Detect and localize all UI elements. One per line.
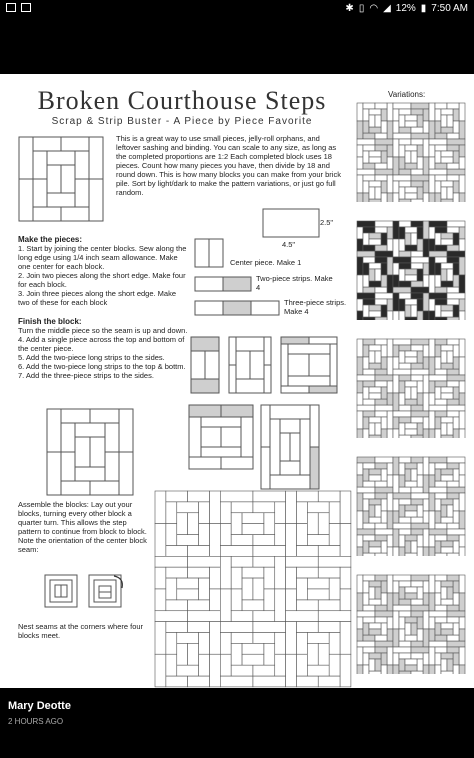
vibrate-icon: ▯: [358, 3, 365, 14]
post-footer: [0, 688, 474, 758]
block-diagram: [260, 404, 320, 490]
step-item: 2. Join two pieces along the short edge. Make four for each block.: [18, 271, 186, 289]
block-diagram: [18, 136, 104, 222]
quilt-layout-diagram: [154, 490, 352, 688]
dimension-diagram: [262, 208, 322, 242]
signal-icon: ◢: [383, 3, 391, 14]
status-bar: [0, 0, 474, 18]
finish-block-heading: Finish the block:: [18, 317, 82, 326]
assembly-step-diagram: [228, 336, 272, 394]
bluetooth-icon: ✱: [345, 3, 354, 14]
pattern-title: Broken Courthouse Steps: [37, 86, 327, 115]
block-diagram: [188, 404, 254, 470]
battery-icon: ▮: [420, 3, 427, 14]
step-item: 4. Add a single piece across the top and bottom of the center piece.: [18, 335, 185, 353]
make-pieces-steps: [18, 244, 188, 307]
image-icon: [6, 3, 16, 12]
step-item: 5. Add the two-piece long strips to the sides.: [18, 353, 165, 362]
two-piece-label: Two-piece strips. Make 4: [256, 274, 333, 292]
make-pieces-heading: Make the pieces:: [18, 235, 83, 244]
three-piece-strip-diagram: [194, 300, 284, 316]
variation-swatch: [356, 220, 466, 320]
height-dimension: 2.5": [320, 218, 334, 227]
three-piece-label: Three-piece strips. Make 4: [284, 298, 347, 316]
step-item: Turn the middle piece so the seam is up and down.: [18, 326, 188, 335]
poster-name[interactable]: Mary Deotte: [8, 700, 71, 712]
seam-orientation-diagram: [44, 574, 78, 608]
block-diagram: [46, 408, 134, 496]
two-piece-strip-diagram: [194, 276, 254, 292]
pattern-image[interactable]: [0, 74, 474, 688]
assembly-step-diagram: [280, 336, 338, 394]
step-item: 1. Start by joining the center blocks. Sew along the long edge using 1/4 inch seam allowance. Make one center for each block.: [18, 244, 187, 271]
step-item: 7. Add the three-piece strips to the sides.: [18, 371, 154, 380]
seam-orientation-diagram: [88, 572, 126, 608]
step-item: 3. Join three pieces along the short edge. Make two of these for each block: [18, 289, 177, 307]
center-piece-diagram: [194, 238, 224, 268]
finish-block-steps: [18, 326, 188, 380]
clock: 7:50 AM: [431, 3, 468, 14]
variations-label: Variations:: [388, 90, 426, 99]
variation-swatch: [356, 102, 466, 202]
variation-swatch: [356, 574, 466, 674]
pattern-subtitle: Scrap & Strip Buster - A Piece by Piece Favorite: [51, 116, 313, 127]
variation-swatch: [356, 456, 466, 556]
assembly-step-diagram: [190, 336, 220, 394]
battery-percent: 12%: [395, 3, 416, 14]
image-icon: [21, 3, 31, 12]
intro-text: This is a great way to use small pieces, jelly-roll orphans, and leftover sashing and binding. You can scale to any size, as long as the completed proportions are 1:2 Each completed block uses 18 pieces. Count how many pieces you have, then divide by 18 and round down. This is how many blocks you can make from your brick pile. Sort by light/dark to make the pattern variations, or just go full random.: [116, 134, 341, 197]
wifi-icon: ◠: [369, 3, 379, 14]
variation-swatch: [356, 338, 466, 438]
center-piece-label: Center piece. Make 1: [230, 258, 302, 267]
post-timestamp: 2 HOURS AGO: [8, 717, 64, 726]
assemble-text: Assemble the blocks: Lay out your blocks, turning every other block a quarter turn. This allows the step pattern to continue from block to block. Note the orientation of the center block seam:: [18, 500, 147, 554]
nest-seams-text: Nest seams at the corners where four blocks meet.: [18, 622, 144, 640]
width-dimension: 4.5": [282, 240, 296, 249]
step-item: 6. Add the two-piece long strips to the top & bottm.: [18, 362, 186, 371]
